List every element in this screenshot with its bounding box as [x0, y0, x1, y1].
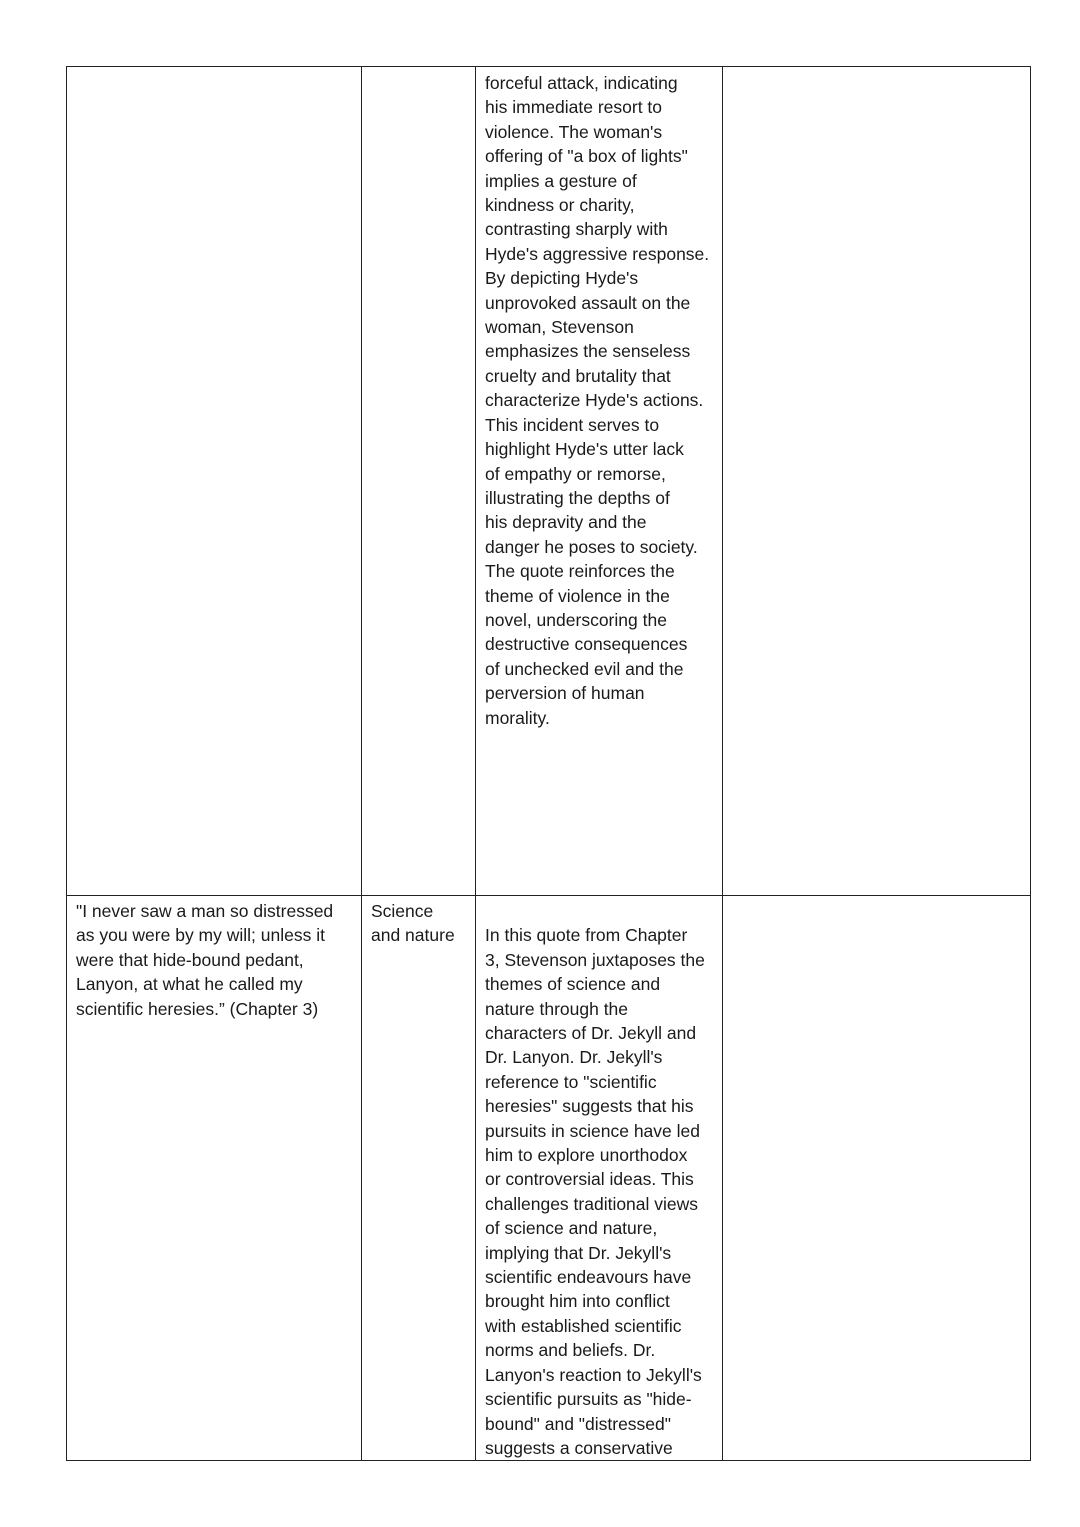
analysis-line: bound" and "distressed" [485, 1413, 671, 1434]
analysis-line: highlight Hyde's utter lack [485, 439, 684, 460]
analysis-line: theme of violence in the [485, 585, 670, 606]
theme-text [362, 67, 475, 71]
analysis-line: scientific endeavours have [485, 1267, 692, 1288]
analysis-line: themes of science and [485, 974, 661, 995]
analysis-line: norms and beliefs. Dr. [485, 1340, 656, 1361]
analysis-line: implies a gesture of [485, 170, 637, 191]
analysis-line: pursuits in science have led [485, 1120, 700, 1141]
analysis-line: violence. The woman's [485, 121, 663, 142]
table-row [67, 896, 1031, 1461]
analysis-line: illustrating the depths of [485, 487, 670, 508]
quote-line: were that hide-bound pedant, [76, 949, 304, 970]
notes-cell [723, 896, 1031, 1461]
table-row [67, 67, 1031, 896]
quote-text [67, 896, 361, 1021]
theme-cell [362, 67, 476, 896]
notes-cell [723, 67, 1031, 896]
analysis-line: implying that Dr. Jekyll's [485, 1242, 672, 1263]
analysis-line: In this quote from Chapter [485, 925, 688, 946]
analysis-line: Hyde's aggressive response. [485, 243, 710, 264]
analysis-line: danger he poses to society. [485, 536, 698, 557]
analysis-line: kindness or charity, [485, 195, 635, 216]
analysis-line: characterize Hyde's actions. [485, 390, 704, 411]
analysis-text [476, 896, 722, 1460]
analysis-line: of empathy or remorse, [485, 463, 666, 484]
analysis-line: nature through the [485, 998, 629, 1019]
analysis-line: heresies" suggests that his [485, 1096, 694, 1117]
analysis-line: The quote reinforces the [485, 561, 675, 582]
analysis-line: This incident serves to [485, 414, 660, 435]
analysis-line: his immediate resort to [485, 97, 663, 118]
analysis-line: 3, Stevenson juxtaposes the [485, 949, 705, 970]
quote-analysis-table [66, 66, 1031, 1461]
analysis-line: destructive consequences [485, 634, 688, 655]
notes-text [723, 67, 1030, 71]
theme-line: and nature [371, 925, 455, 946]
analysis-line: or controversial ideas. This [485, 1169, 694, 1190]
analysis-line: challenges traditional views [485, 1193, 699, 1214]
quote-text [67, 67, 361, 71]
analysis-line: forceful attack, indicating [485, 73, 678, 93]
analysis-line: characters of Dr. Jekyll and [485, 1023, 697, 1044]
analysis-line: novel, underscoring the [485, 609, 667, 630]
theme-cell [362, 896, 476, 1461]
analysis-line: Lanyon's reaction to Jekyll's [485, 1364, 702, 1385]
analysis-line: contrasting sharply with [485, 219, 668, 240]
analysis-text [476, 67, 722, 730]
analysis-line: unprovoked assault on the [485, 292, 691, 313]
quote-cell [67, 896, 362, 1461]
analysis-line: with established scientific [485, 1315, 682, 1336]
analysis-line: By depicting Hyde's [485, 268, 639, 289]
analysis-line: morality. [485, 707, 550, 728]
analysis-cell [476, 896, 723, 1461]
quote-line: Lanyon, at what he called my [76, 974, 303, 995]
analysis-line: Dr. Lanyon. Dr. Jekyll's [485, 1047, 663, 1068]
quote-cell [67, 67, 362, 896]
analysis-line: woman, Stevenson [485, 317, 634, 338]
quote-line: scientific heresies.” (Chapter 3) [76, 998, 319, 1019]
analysis-line: cruelty and brutality that [485, 365, 671, 386]
theme-line: Science [371, 901, 434, 921]
analysis-line: brought him into conflict [485, 1291, 670, 1312]
analysis-line: perversion of human [485, 683, 645, 704]
analysis-line: him to explore unorthodox [485, 1145, 688, 1166]
quote-line: as you were by my will; unless it [76, 925, 325, 946]
analysis-line: reference to "scientific [485, 1071, 657, 1092]
theme-text [362, 896, 475, 948]
analysis-line: of science and nature, [485, 1218, 658, 1239]
analysis-line: suggests a conservative [485, 1437, 673, 1458]
analysis-line: of unchecked evil and the [485, 658, 684, 679]
analysis-line: his depravity and the [485, 512, 647, 533]
analysis-cell [476, 67, 723, 896]
notes-text [723, 896, 1030, 899]
quote-line: "I never saw a man so distressed [76, 901, 334, 921]
analysis-line: offering of "a box of lights" [485, 146, 688, 167]
analysis-line: scientific pursuits as "hide- [485, 1389, 692, 1410]
analysis-line: emphasizes the senseless [485, 341, 691, 362]
